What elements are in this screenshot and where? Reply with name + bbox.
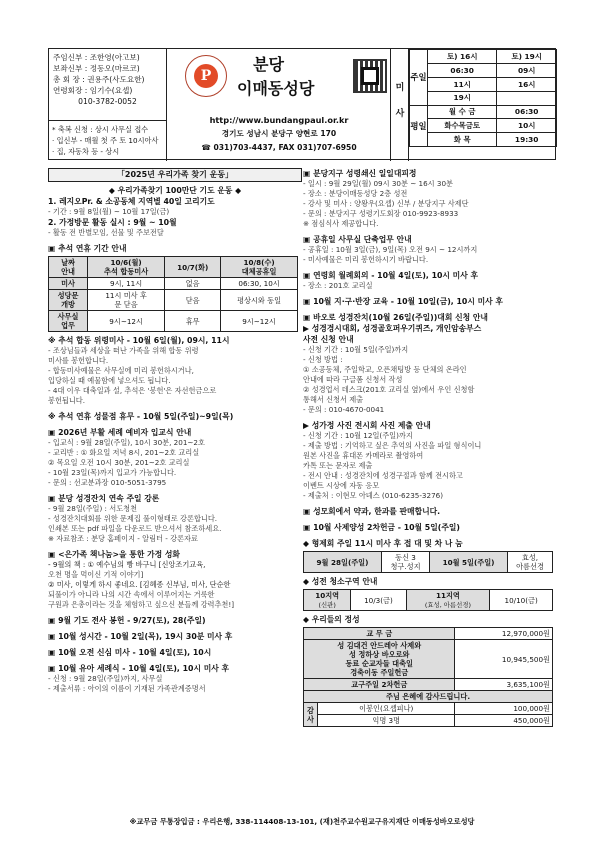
staff-pastor: 주임신부 : 조한영(아고보) [53, 53, 140, 62]
mass-cell: 화수목금토 [428, 119, 497, 133]
table-cell: 10/10(금) [490, 590, 553, 611]
campaign-item-2: 2. 가정방문 활동 실시 : 9월 ~ 10월 [48, 218, 177, 227]
text-line: - 문의 : 분당지구 성령기도회장 010-9923-8933 [303, 209, 459, 218]
mass-cell: 19시 [428, 91, 497, 105]
bible-fest-sub: 사전 신청 안내 [303, 335, 354, 344]
right-column [303, 168, 556, 730]
staff-assistant: 보좌신부 : 정동오(마르코) [53, 64, 140, 73]
mass-side-1: 미 [395, 83, 405, 93]
table-cell: 11시 미사 후 문 닫음 [88, 290, 165, 311]
shop-closed-heading: ※ 추석 연휴 성물점 휴무 - 10월 5일(주일)~9일(목) [48, 412, 234, 421]
text-line: - 전시 안내 : 성경잔치에 성경구절과 함께 전시하고 [303, 471, 463, 480]
mass-cell: 19:30 [497, 133, 557, 147]
table-row [304, 628, 553, 640]
text-line: - 9월 28일(주일) : 서도청천 [48, 504, 138, 513]
hospitality-table [303, 551, 553, 573]
table-cell: 9월 28일(주일) [304, 552, 382, 573]
campaign-subtitle: ◆ 우리가족찾기 100만단 기도 운동 ◆ [108, 186, 242, 195]
text-line: ② 성경업서 데스크(201호 교리실 옆)에서 우인 신청함 [303, 385, 475, 394]
text-line: - 공휴일 : 10월 3일(금), 9일(목) 오전 9시 ~ 12시까지 [303, 245, 478, 254]
staff-funeral: 연령회장 : 임기수(요셉) [53, 86, 133, 95]
table-cell: 익명 3명 [318, 715, 455, 727]
text-line: - 신청 기간 : 10월 12일(주일)까지 [303, 431, 413, 440]
text-line: - 장소 : 201호 교리실 [303, 281, 373, 290]
offerings-table [303, 627, 553, 727]
text-line: 봉헌됩니다. [48, 396, 86, 405]
mass-cell: 10시 [497, 119, 557, 133]
text-line: 오천 명을 먹이신 기적 이야기] [48, 570, 144, 579]
campaign-detail: - 기간 : 9월 8일(월) ~ 10월 17일(금) [48, 207, 170, 216]
qr-code-finder [361, 67, 379, 85]
mass-cell: 06:30 [497, 105, 557, 119]
website-url[interactable]: http://www.bundangpaul.or.kr [209, 115, 349, 125]
mass-cell: 11시 [428, 77, 497, 91]
text-line: - 문의 : 010-4670-0041 [303, 405, 385, 414]
table-cell: 이봉인(요셉피나) [318, 703, 455, 715]
table-row [304, 552, 553, 573]
table-header: 10/8(수) 대체공휴일 [221, 257, 298, 278]
mass-cell: 월 수 금 [428, 105, 497, 119]
campaign-item-1: 1. 레지오Pr. & 소공동체 지역별 40일 고리기도 [48, 197, 215, 206]
offerings-heading: ◆ 우리들의 정성 [303, 615, 360, 624]
table-cell: 9시~12시 [88, 311, 165, 332]
blessing-notes [49, 121, 166, 160]
church-name: 이매동성당 [237, 79, 315, 98]
text-line: - 10월 23일(목)까지 입교가 가능합니다. [48, 468, 177, 477]
table-cell: 10지역 (신관) [304, 590, 351, 611]
text-line: 미사를 봉헌합니다. [48, 356, 109, 365]
text-line: - 신청 : 9월 28일(주일)까지, 사무실 [48, 674, 163, 683]
text-line: - 9월의 책 : ① 예수님의 빵 바구니 [신앙조기교육, [48, 560, 206, 569]
mass-table [409, 49, 557, 147]
mass-cell: 16시 [497, 77, 557, 91]
table-row [304, 640, 553, 679]
table-row [304, 679, 553, 691]
holy-hour-heading: ▣ 10월 성시간 - 10월 2일(목), 19시 30분 미사 후 [48, 632, 233, 641]
church-address: 경기도 성남시 분당구 양현로 170 [221, 129, 337, 138]
table-cell: 교구주일 2차헌금 [304, 679, 455, 691]
text-line: - 강사 및 미사 : 양왕우(요셉) 신부 / 분당지구 사제단 [303, 199, 469, 208]
mass-weekday-label: 평일 [410, 105, 428, 147]
mass-cell [497, 91, 557, 105]
text-line: 이벤트 시상에 자동 응모 [303, 481, 380, 490]
note-line: · 입신부 - 매월 첫 주 토 10시아사 [52, 136, 159, 145]
table-cell: 10,945,500원 [455, 640, 553, 679]
text-line: - 제출처 : 이현모 아녜스 (010-6235-3276) [303, 491, 444, 500]
catechumen-heading: ▣ 2026년 부활 세례 예비자 입교식 안내 [48, 428, 192, 437]
note-line: * 축복 신청 : 상시 사무실 접수 [52, 125, 149, 134]
table-row [304, 703, 553, 715]
logo-emblem: P [194, 64, 218, 88]
retreat-heading: ▣ 분당지구 성령쇄신 일일대피정 [303, 169, 417, 178]
row-label: 미사 [49, 278, 88, 290]
table-cell: 9시, 11시 [88, 278, 165, 290]
text-line: 원본 사진을 휴대폰 카메라로 촬영하여 [303, 451, 424, 460]
text-line: - 일시 : 9월 29일(월) 09시 30분 ~ 16시 30분 [303, 179, 453, 188]
staff-list [49, 49, 166, 121]
table-cell: 감사 [304, 703, 318, 727]
text-line: ※ 자료참조 : 분당 홈페이지 - 알림터 - 강론자료 [48, 534, 198, 543]
table-row [49, 278, 298, 290]
text-line: - 미사예물은 미리 봉헌하시기 바랍니다. [303, 255, 429, 264]
note-line: · 집, 자동차 등 - 상시 [52, 147, 120, 156]
holiday-table [48, 256, 298, 332]
text-line: 카톡 또는 문자로 제출 [303, 461, 373, 470]
table-row [304, 715, 553, 727]
prayer-heading: ▣ 9월 기도 전사 봉헌 - 9/27(토), 28(주일) [48, 616, 206, 625]
text-line: - 장소 : 분당이매동성당 2층 성전 [303, 189, 408, 198]
campaign-title: 「2025년 우리가족 찾기 운동」 [48, 168, 302, 182]
office-hours-heading: ▣ 공휴일 사무실 단축업무 안내 [303, 235, 412, 244]
table-cell: 06:30, 10시 [221, 278, 298, 290]
morning-mass-heading: ▣ 10월 오전 신심 미사 - 10월 4일(토), 10시 [48, 648, 212, 657]
text-line: - 신청 기간 : 10월 5일(주일)까지 [303, 345, 409, 354]
row-label: 성당문 개방 [49, 290, 88, 311]
text-line: - 4대 이우 대축일과 설, 추석은 '봉헌'은 자선헌금으로 [48, 386, 217, 395]
table-header: 10/6(월) 추석 합동미사 [88, 257, 165, 278]
text-line: - 합동미사예물은 사무실에 미리 봉헌하시거나, [48, 366, 194, 375]
mass-side-2: 사 [395, 109, 405, 119]
text-line: - 입교식 : 9월 28일(주일), 10시 30분, 201~2호 [48, 438, 205, 447]
campaign-detail: - 활동 전 반별모임, 선물 및 주보전달 [48, 228, 164, 237]
text-line: ② 미사, 이렇게 하시 좋네요. [김혜종 신부님, 미사, 단순한 [48, 580, 231, 589]
table-cell: 450,000원 [455, 715, 553, 727]
mass-side-label [391, 49, 409, 161]
mass-schedule [391, 49, 557, 161]
mass-sunday-label: 주일 [410, 50, 428, 106]
table-row [49, 311, 298, 332]
text-line: - 제출서류 : 아이의 이름이 기재된 가족관계증명서 [48, 684, 206, 693]
text-line: - 문의 : 선교분과장 010-5051-3795 [48, 478, 167, 487]
table-cell: 3,635,100원 [455, 679, 553, 691]
staff-panel [49, 49, 167, 161]
table-cell: 닫음 [165, 290, 221, 311]
text-line: - 성경잔치대회를 위한 문제집 풀이형태로 강론합니다. [48, 514, 218, 523]
text-line: 구원과 은총이라는 것을 체험하고 싶으신 분들께 강력추천!] [48, 600, 235, 609]
bible-fest-heading: ▣ 바오로 성경잔치(10월 26일(주일))대회 신청 안내 [303, 313, 488, 322]
text-line: ② 목요일 오전 10시 30분, 201~2호 교리실 [48, 458, 190, 467]
table-cell: 효성, 아름선경 [508, 552, 553, 573]
text-line: 통해서 신청서 제출 [303, 395, 364, 404]
text-line: - 신청 방법 : [303, 355, 343, 364]
table-cell: 10월 5일(주일) [430, 552, 508, 573]
text-line: ※ 점심식사 제공합니다. [303, 219, 379, 228]
church-info [167, 49, 391, 161]
staff-phone: 010-3782-0052 [78, 97, 137, 106]
homily-heading: ▣ 분당 성경잔치 연속 주일 강론 [48, 494, 160, 503]
requiem-heading: ※ 추석 합동 위령미사 - 10월 6일(월), 09시, 11시 [48, 336, 230, 345]
text-line: 입당하실 때 예물함에 넣으셔도 됩니다. [48, 376, 171, 385]
header [48, 48, 556, 160]
table-header: 10/7(화) [165, 257, 221, 278]
cleaning-table [303, 589, 553, 611]
mass-cell: 토) 19시 [497, 50, 557, 64]
table-cell: 100,000원 [455, 703, 553, 715]
hospitality-heading: ◆ 형제회 주일 11시 미사 후 접 대 및 차 나 눔 [303, 539, 463, 548]
text-line: 인쇄본 또는 pdf 파일을 다운로드 받으셔서 참조하세요. [48, 524, 222, 533]
holiday-heading: ▣ 추석 연휴 기간 안내 [48, 244, 127, 253]
mass-cell: 09시 [497, 63, 557, 77]
church-logo [185, 55, 227, 97]
sale-heading: ▣ 성모회에서 약과, 한과를 판매합니다. [303, 507, 441, 516]
table-cell: 동신 3 청구.성지 [381, 552, 429, 573]
table-row [304, 691, 553, 703]
table-cell: 10/3(금) [351, 590, 406, 611]
table-cell: 주님 은혜에 감사드립니다. [304, 691, 553, 703]
table-cell: 성 김대건 안드레아 사제와 성 정하상 바오로와 동료 순교자들 대축일 경축이동 주일헌금 [304, 640, 455, 679]
table-cell: 없음 [165, 278, 221, 290]
text-line: - 제출 방법 : 기억하고 싶은 추억의 사진을 파일 형식이니 [303, 441, 482, 450]
text-line: 되풀이가 아니라 나의 시간 속에서 이루어지는 거룩한 [48, 590, 215, 599]
church-name-top: 분당 [253, 55, 284, 74]
leaders-training-heading: ▣ 10월 지·구·반장 교육 - 10월 10일(금), 10시 미사 후 [303, 297, 503, 306]
table-row [49, 290, 298, 311]
funeral-meeting-heading: ▣ 연령회 월례회의 - 10월 4일(토), 10시 미사 후 [303, 271, 478, 280]
cleaning-heading: ◆ 성전 청소구역 안내 [303, 577, 378, 586]
table-cell: 교 무 금 [304, 628, 455, 640]
staff-president: 총 회 장 : 권용주(사도요한) [53, 75, 145, 84]
text-line: ① 소공동체, 주일학교, 오픈채팅방 등 단체의 온라인 [303, 365, 467, 374]
text-line: - 조상님들과 세상을 떠난 가족을 위해 합동 위령 [48, 346, 199, 355]
church-phone: ☎ 031)703-4437, FAX 031)707-6950 [201, 143, 357, 152]
bible-fest-sub: ▶ 성경경시대회, 성경골호퍼우기퀴즈, 개인암송부스 [303, 324, 482, 333]
left-column [48, 168, 302, 694]
table-cell: 평상시와 동일 [221, 290, 298, 311]
collection-heading: ▣ 10월 사제양성 2차헌금 - 10월 5일(주일) [303, 523, 460, 532]
table-row [304, 590, 553, 611]
footer-bank-info: ※교무금 무통장입금 : 우리은행, 338-114408-13-101, (재)천주교수원교구유지재단 이매동성바오로성당 [129, 817, 475, 826]
row-label: 사무실 업무 [49, 311, 88, 332]
table-cell: 휴무 [165, 311, 221, 332]
table-corner: 날짜 안내 [49, 257, 88, 278]
mass-cell: 화 목 [428, 133, 497, 147]
text-line: - 교리반 : ① 화요일 저녁 8시, 201~2호 교리실 [48, 448, 200, 457]
mass-cell: 토) 16시 [428, 50, 497, 64]
table-cell: 11지역 (효성, 아름선경) [406, 590, 490, 611]
photo-exhibit-heading: ▶ 성가정 사진 전시회 사진 제출 안내 [303, 421, 431, 430]
text-line: 안내에 따라 구글폼 신청서 작성 [303, 375, 403, 384]
table-cell: 9시~12시 [221, 311, 298, 332]
table-cell: 12,970,000원 [455, 628, 553, 640]
mass-cell: 06:30 [428, 63, 497, 77]
book-sharing-heading: ▣ <은가족 책나눔>을 통한 가정 성화 [48, 550, 180, 559]
infant-baptism-heading: ▣ 10월 유아 세례식 - 10월 4일(토), 10시 미사 후 [48, 664, 230, 673]
